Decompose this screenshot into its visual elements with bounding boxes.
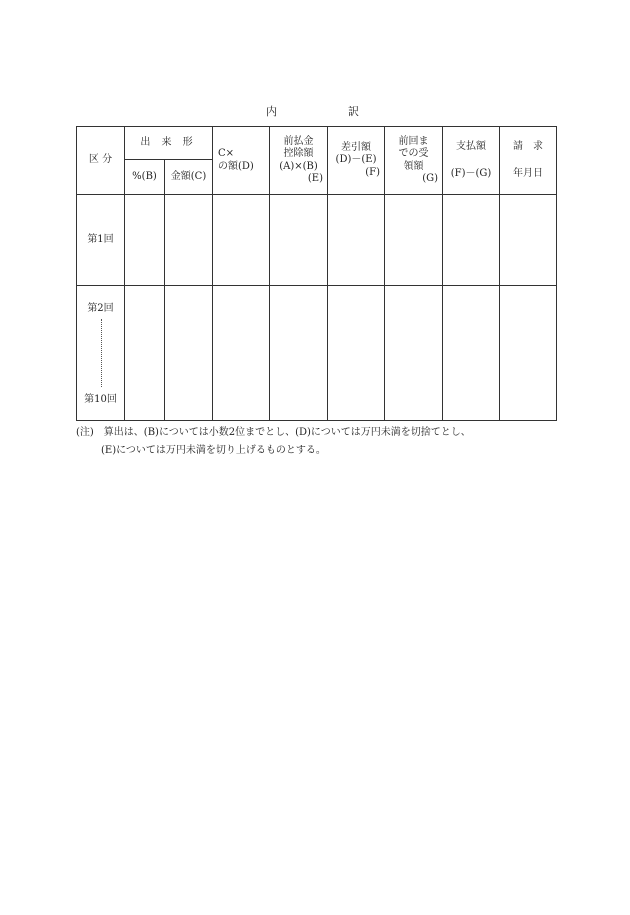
header-seikyu xyxy=(500,127,557,195)
header-shiharai-line1: 支払額 xyxy=(456,141,487,152)
cell-empty xyxy=(328,195,385,286)
header-shiharai xyxy=(443,127,500,195)
header-kingaku-c: 金額(C) xyxy=(165,160,213,195)
title-left-char: 内 xyxy=(266,105,277,118)
cell-empty xyxy=(270,286,328,421)
header-maebarai xyxy=(270,127,328,195)
header-seikyu-line1: 請 求 xyxy=(513,141,544,152)
cell-empty xyxy=(213,195,270,286)
range-dotted-line xyxy=(101,319,102,387)
cell-empty xyxy=(125,286,165,421)
table-row xyxy=(77,286,557,421)
cell-empty xyxy=(385,195,443,286)
header-zenkai-line1: 前回ま xyxy=(398,135,429,147)
cell-empty xyxy=(385,286,443,421)
header-seikyu-line2: 年月日 xyxy=(513,167,544,179)
header-shiharai-line2: (F)－(G) xyxy=(450,167,492,179)
title-right-char: 訳 xyxy=(348,105,359,118)
row-label-first: 第1回 xyxy=(77,195,125,286)
cell-empty xyxy=(500,195,557,286)
header-zenkai xyxy=(385,127,443,195)
cell-empty xyxy=(213,286,270,421)
cell-empty xyxy=(270,195,328,286)
header-c-times-d xyxy=(213,127,270,195)
cell-empty xyxy=(443,286,500,421)
header-maebarai-line2: 控除額 xyxy=(283,148,314,159)
row-label-tenth: 第10回 xyxy=(84,393,117,405)
header-sabiki xyxy=(328,127,385,195)
header-sabiki-line1: 差引額 xyxy=(341,141,372,153)
table-row xyxy=(77,195,557,286)
cell-empty xyxy=(443,195,500,286)
footnote-line2: (E)については万円未満を切り上げるものとする。 xyxy=(101,445,326,456)
header-zenkai-line4: (G) xyxy=(422,173,439,184)
header-maebarai-line4: (E) xyxy=(307,173,324,184)
header-kubun: 区 分 xyxy=(77,127,125,195)
header-percent-b: %(B) xyxy=(125,160,165,195)
header-zenkai-line3: 領額 xyxy=(403,160,424,172)
header-c-times-line1: C× xyxy=(218,148,235,159)
header-sabiki-line3: (F) xyxy=(365,166,381,178)
header-dekigata: 出 来 形 xyxy=(125,127,213,160)
breakdown-table xyxy=(76,126,557,421)
header-maebarai-line1: 前払金 xyxy=(283,135,314,147)
row-label-range xyxy=(77,286,125,421)
cell-empty xyxy=(165,195,213,286)
header-c-times-line2: の額(D) xyxy=(218,160,254,172)
cell-empty xyxy=(328,286,385,421)
header-maebarai-line3: (A)×(B) xyxy=(279,160,318,172)
header-zenkai-line2: での受 xyxy=(398,148,429,159)
row-label-second: 第2回 xyxy=(87,303,114,314)
footnote xyxy=(76,424,576,460)
cell-empty xyxy=(165,286,213,421)
cell-empty xyxy=(125,195,165,286)
header-sabiki-line2: (D)－(E) xyxy=(335,154,377,166)
footnote-line1: (注) 算出は、(B)については小数2位までとし、(D)については万円未満を切捨てとし、 xyxy=(76,427,471,438)
cell-empty xyxy=(500,286,557,421)
